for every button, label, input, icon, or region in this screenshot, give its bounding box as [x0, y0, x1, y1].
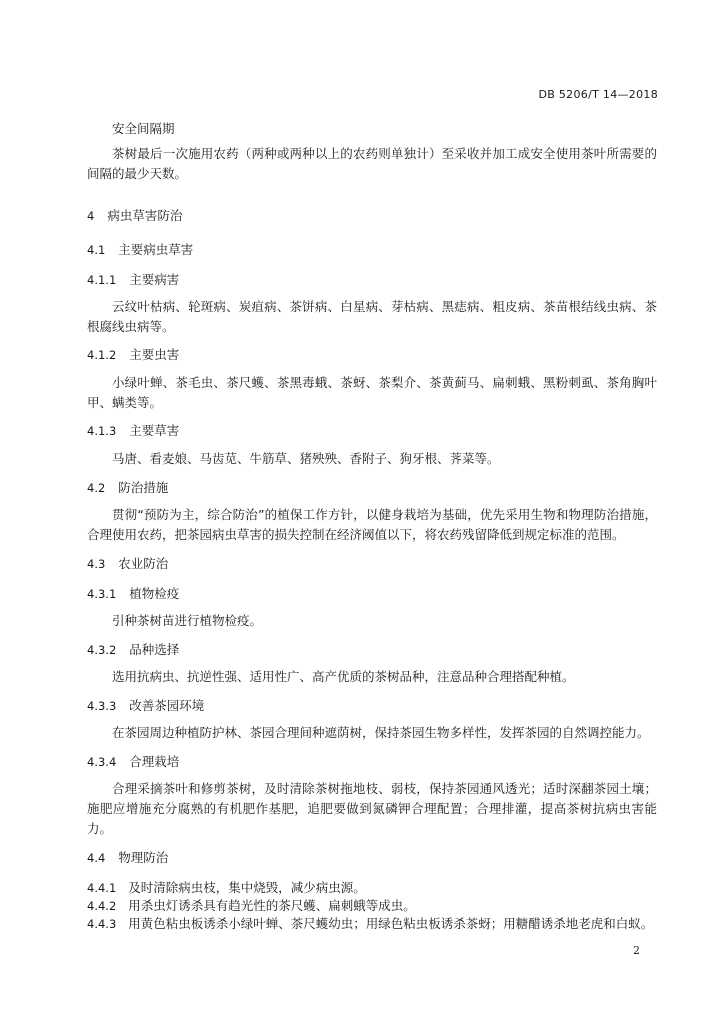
numbered-item: [87, 915, 657, 933]
section-number: 4.1: [87, 243, 106, 257]
section-title: 植物检疫: [129, 586, 180, 601]
section-heading: [87, 346, 657, 364]
paragraph: 云纹叶枯病、轮斑病、炭疽病、茶饼病、白星病、芽枯病、黑痣病、粗皮病、茶苗根结线虫病、茶根腐线虫病等。: [87, 299, 657, 334]
section-title: 安全间隔期: [112, 121, 175, 136]
section-heading: [87, 241, 657, 259]
section-heading: [87, 753, 657, 771]
paragraph: 引种茶树苗进行植物检疫。: [112, 613, 263, 628]
section-heading: [87, 271, 657, 289]
paragraph: 小绿叶蝉、茶毛虫、茶尺蠖、茶黑毒蛾、茶蚜、茶梨介、茶黄蓟马、扁刺蛾、黑粉刺虱、茶角胸叶甲、螨类等。: [87, 375, 657, 410]
section-number: 4.2: [87, 481, 106, 495]
paragraph: 马唐、看麦娘、马齿苋、牛筋草、猪殃殃、香附子、狗牙根、荠菜等。: [112, 451, 500, 466]
section-heading: [87, 697, 657, 715]
paragraph: 茶树最后一次施用农药（两种或两种以上的农药则单独计）至采收并加工成安全使用茶叶所需要的间隔的最少天数。: [87, 146, 657, 181]
section-number: 4.3.1: [87, 587, 117, 601]
section-heading: [87, 479, 657, 497]
section-heading: [87, 849, 657, 867]
section-number: 4.4.2: [87, 899, 117, 913]
section-title: 用黄色粘虫板诱杀小绿叶蝉、茶尺蠖幼虫；用绿色粘虫板诱杀茶蚜；用糖醋诱杀地老虎和白蚁。: [128, 916, 654, 931]
section-number: 4.4.1: [87, 881, 117, 895]
section-title: 用杀虫灯诱杀具有趋光性的茶尺蠖、扁刺蛾等成虫。: [128, 898, 416, 913]
section-number: 4.1.3: [87, 424, 117, 438]
section-heading: [87, 422, 657, 440]
section-title: 病虫草害防治: [107, 208, 183, 223]
section-title: 物理防治: [118, 850, 169, 865]
section-heading: [87, 555, 657, 573]
section-title: 农业防治: [118, 556, 169, 571]
section-heading: [87, 641, 657, 659]
section-heading: [112, 120, 682, 137]
section-title: 改善茶园环境: [129, 698, 205, 713]
section-number: 4.4: [87, 851, 106, 865]
numbered-item: [87, 897, 657, 915]
paragraph: 选用抗病虫、抗逆性强、适用性广、高产优质的茶树品种，注意品种合理搭配种植。: [112, 669, 575, 684]
numbered-item: [87, 879, 657, 897]
section-number: 4.3.4: [87, 755, 117, 769]
section-title: 主要草害: [129, 423, 180, 438]
section-number: 4.3.3: [87, 699, 117, 713]
paragraph: 在茶园周边种植防护林、茶园合理间种遮荫树，保持茶园生物多样性，发挥茶园的自然调控能力。: [112, 725, 650, 740]
document-code-header: DB 5206/T 14—2018: [538, 88, 658, 101]
paragraph: 贯彻“预防为主，综合防治”的植保工作方针，以健身栽培为基础，优先采用生物和物理防治措施，合理使用农药，把茶园病虫草害的损失控制在经济阈值以下，将农药残留降低到规定标准的范围。: [87, 507, 657, 542]
section-title: 主要病害: [129, 272, 180, 287]
section-title: 主要病虫草害: [118, 242, 194, 257]
section-title: 品种选择: [129, 642, 180, 657]
section-title: 及时清除病虫枝，集中烧毁，减少病虫源。: [128, 880, 366, 895]
section-title: 主要虫害: [129, 347, 180, 362]
paragraph: 合理采摘茶叶和修剪茶树，及时清除茶树拖地枝、弱枝，保持茶园通风透光；适时深翻茶园土壤；施肥应增施充分腐熟的有机肥作基肥，追肥要做到氮磷钾合理配置；合理排灌，提高茶树抗病虫害能力。: [87, 781, 657, 836]
section-title: 防治措施: [118, 480, 169, 495]
section-title: 合理栽培: [129, 754, 180, 769]
section-number: 4.3: [87, 557, 106, 571]
section-number: 4.1.1: [87, 273, 117, 287]
section-number: 4: [87, 209, 95, 223]
section-heading: [87, 585, 657, 603]
section-number: 4.3.2: [87, 643, 117, 657]
section-number: 4.1.2: [87, 348, 117, 362]
section-number: 4.4.3: [87, 917, 117, 931]
section-heading: [87, 207, 657, 225]
page-number: 2: [633, 944, 640, 957]
